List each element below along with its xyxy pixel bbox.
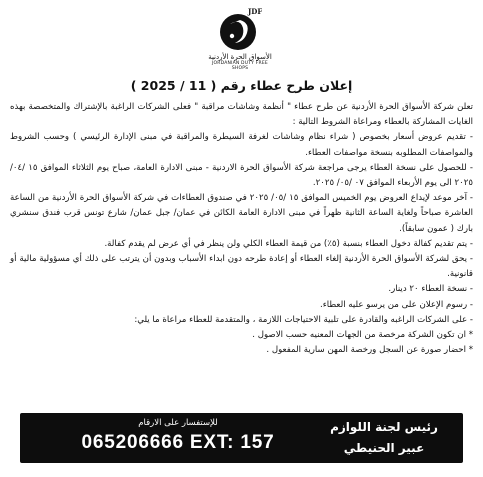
- company-logo: [204, 6, 276, 74]
- requirement-item: * احضار صورة عن السجل ورخصة المهن سارية المفعول .: [266, 345, 473, 356]
- footer-banner: [20, 413, 463, 463]
- signature-title: رئيس لجنة اللوازم: [330, 420, 438, 434]
- phone-number: 065206666 EXT: 157: [81, 432, 275, 453]
- requirement-item: * ان تكون الشركة مرخصة من الجهات المعنيه حسب الاصول .: [252, 330, 473, 341]
- condition-item: - تقديم عروض أسعار بخصوص ( شراء نظام وشاشات لغرفة السيطرة والمراقبة في مبنى الإدارة الرئيسي ) وحسب الشروط والمواصفات المطلوبه بنسخة مواصفات العطاء.: [10, 132, 473, 158]
- condition-item: - آخر موعد لإيداع العروض يوم الخميس الموافق ١٥ /٠٥/ ٢٠٢٥ في صندوق العطاءات في شركة الأسواق الحرة الأردنية من الساعة العاشرة صباحاً ولغاية الساعة الثانية ظهراً في مبنى الادارة العامة الكائن في عمان/ جبل عمان/ شارع تونس قرب فندق سنشري بارك ( عمون سابقاً).: [10, 193, 473, 234]
- signature-name: عبير الحنيطي: [343, 441, 425, 455]
- intro-paragraph: تعلن شركة الأسواق الحرة الأردنية عن طرح عطاء " أنظمة وشاشات مراقبة " فعلى الشركات الراغبة بالإشتراك والمتخصصة بهذه الغايات المشاركة بالعطاء ومراعاة الشروط التالية :: [10, 102, 473, 128]
- logo-name-arabic: الأسواق الحرة الأردنية: [208, 53, 272, 61]
- logo-mark: JDF: [248, 7, 262, 16]
- contact-block: [28, 417, 328, 456]
- condition-item: - للحصول على نسخة العطاء يرجى مراجعة شركة الأسواق الحرة الاردنية - مبنى الادارة العامة، صباح يوم الثلاثاء الموافق ١٥ /٠٤/ ٢٠٢٥ الى يوم الأربعاء الموافق ٠٧ /٠٥/ ٢٠٢٥.: [10, 162, 473, 189]
- jdf-logo-icon: [218, 6, 262, 52]
- condition-item: - رسوم الإعلان على من يرسو عليه العطاء.: [319, 299, 473, 310]
- announcement-title: إعلان طرح عطاء رقم ( 11 / 2025 ): [130, 78, 353, 93]
- condition-item: - يحق لشركة الأسواق الحرة الأردنية إلغاء العطاء أو إعادة طرحه دون ابداء الأسباب وبدون أن يترتب على ذلك أي مسؤولية مالية أو قانونية.: [10, 254, 473, 280]
- inquiry-label: للإستفسار على الارقام: [138, 418, 218, 428]
- announcement-body: [10, 100, 473, 358]
- logo-name-english: JORDANIAN DUTY FREE SHOPS: [212, 61, 268, 71]
- signature-block: [319, 417, 449, 459]
- condition-item: - يتم تقديم كفالة دخول العطاء بنسبة (٥٪) من قيمة العطاء الكلي ولن ينظر في أي عرض لم يقدم كفالة.: [104, 238, 473, 249]
- condition-item: - نسخة العطاء ٢٠ دينار.: [388, 284, 473, 295]
- condition-item: - على الشركات الراغبه والقادرة على تلبية الاحتياجات اللازمة ، والمتقدمة للعطاء مراعاة ما يلي:: [134, 314, 473, 325]
